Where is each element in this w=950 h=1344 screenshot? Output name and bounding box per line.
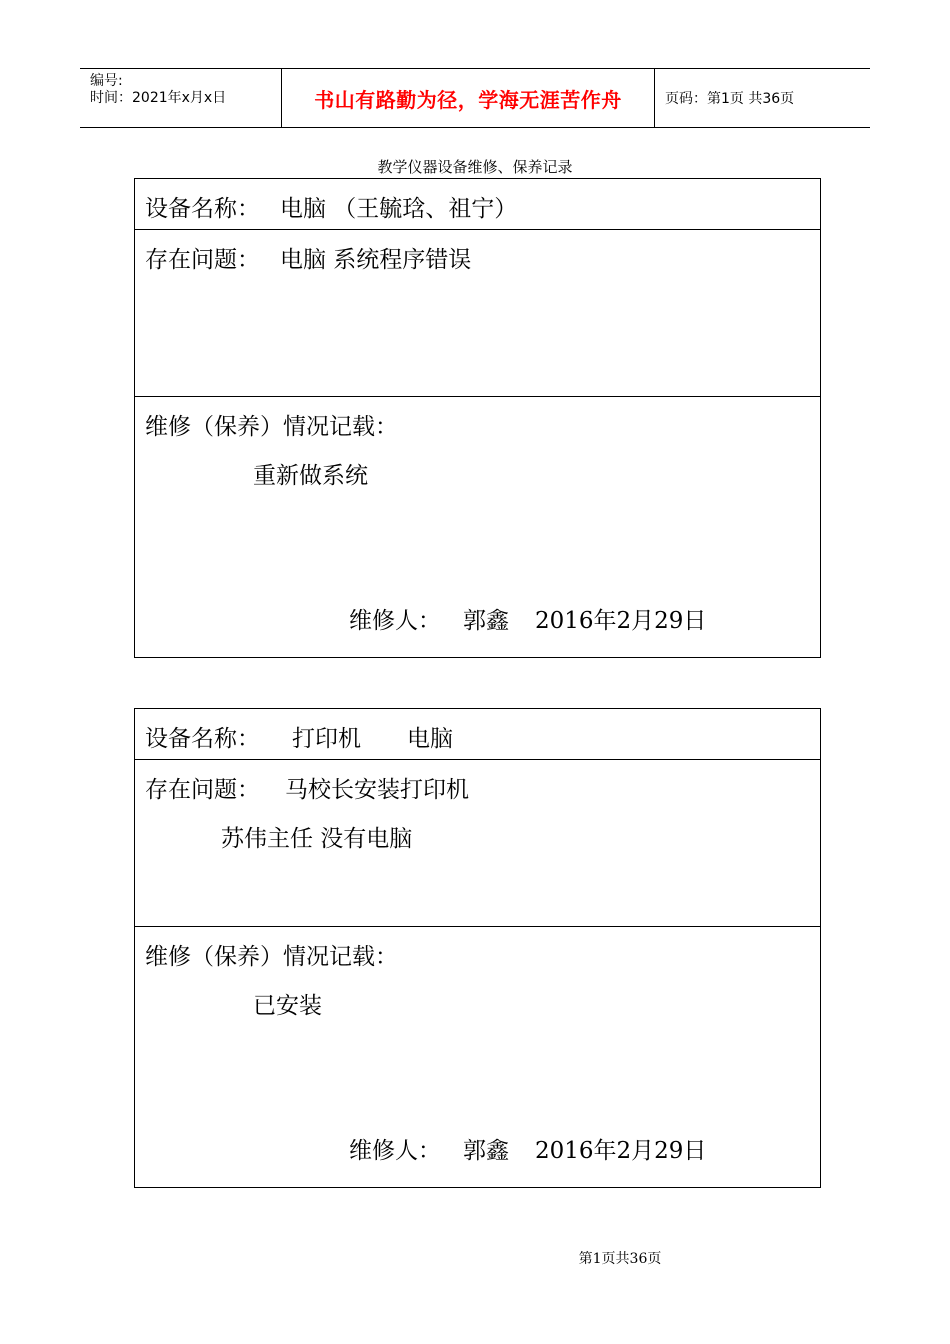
repairer-name: 郭鑫 (463, 1138, 509, 1164)
device-name-row (135, 179, 820, 230)
header-page-info: 页码：第1页 共36页 (665, 91, 795, 107)
page-footer: 第1页共36页 (578, 1251, 662, 1267)
record-table (134, 178, 821, 658)
repair-signature (349, 1132, 706, 1165)
device-name-label: 设备名称： (145, 196, 260, 222)
issue-text: 马校长安装打印机 (285, 777, 469, 803)
document-title: 教学仪器设备维修、保养记录 (377, 158, 573, 176)
device-name-value: 电脑 （王毓琀、祖宁） (280, 196, 518, 222)
repair-content: 已安装 (253, 993, 322, 1019)
issue-text-line2: 苏伟主任 没有电脑 (221, 826, 413, 852)
issue-label: 存在问题： (145, 247, 260, 273)
header-motto: 书山有路勤为径，学海无涯苦作舟 (282, 69, 655, 127)
issue-text: 电脑 系统程序错误 (280, 247, 472, 273)
repairer-name: 郭鑫 (463, 608, 509, 634)
issue-label: 存在问题： (145, 777, 260, 803)
repair-label: 维修（保养）情况记载： (145, 944, 398, 970)
repair-row (135, 397, 820, 657)
repair-date: 2016年2月29日 (535, 1138, 707, 1164)
repairer-label: 维修人： (349, 1138, 441, 1164)
record-table (134, 708, 821, 1188)
repair-row (135, 927, 820, 1187)
device-name-value: 打印机 电脑 (292, 726, 453, 752)
issue-row (135, 760, 820, 927)
device-name-label: 设备名称： (145, 726, 260, 752)
repairer-label: 维修人： (349, 608, 441, 634)
serial-label: 编号: (90, 73, 123, 89)
repair-label: 维修（保养）情况记载： (145, 414, 398, 440)
page-header (80, 68, 870, 128)
repair-date: 2016年2月29日 (535, 608, 707, 634)
repair-signature (349, 602, 706, 635)
device-name-row (135, 709, 820, 760)
repair-content: 重新做系统 (253, 463, 368, 489)
header-meta (80, 69, 282, 127)
issue-row (135, 230, 820, 397)
time-label: 时间：2021年x月x日 (90, 90, 227, 106)
